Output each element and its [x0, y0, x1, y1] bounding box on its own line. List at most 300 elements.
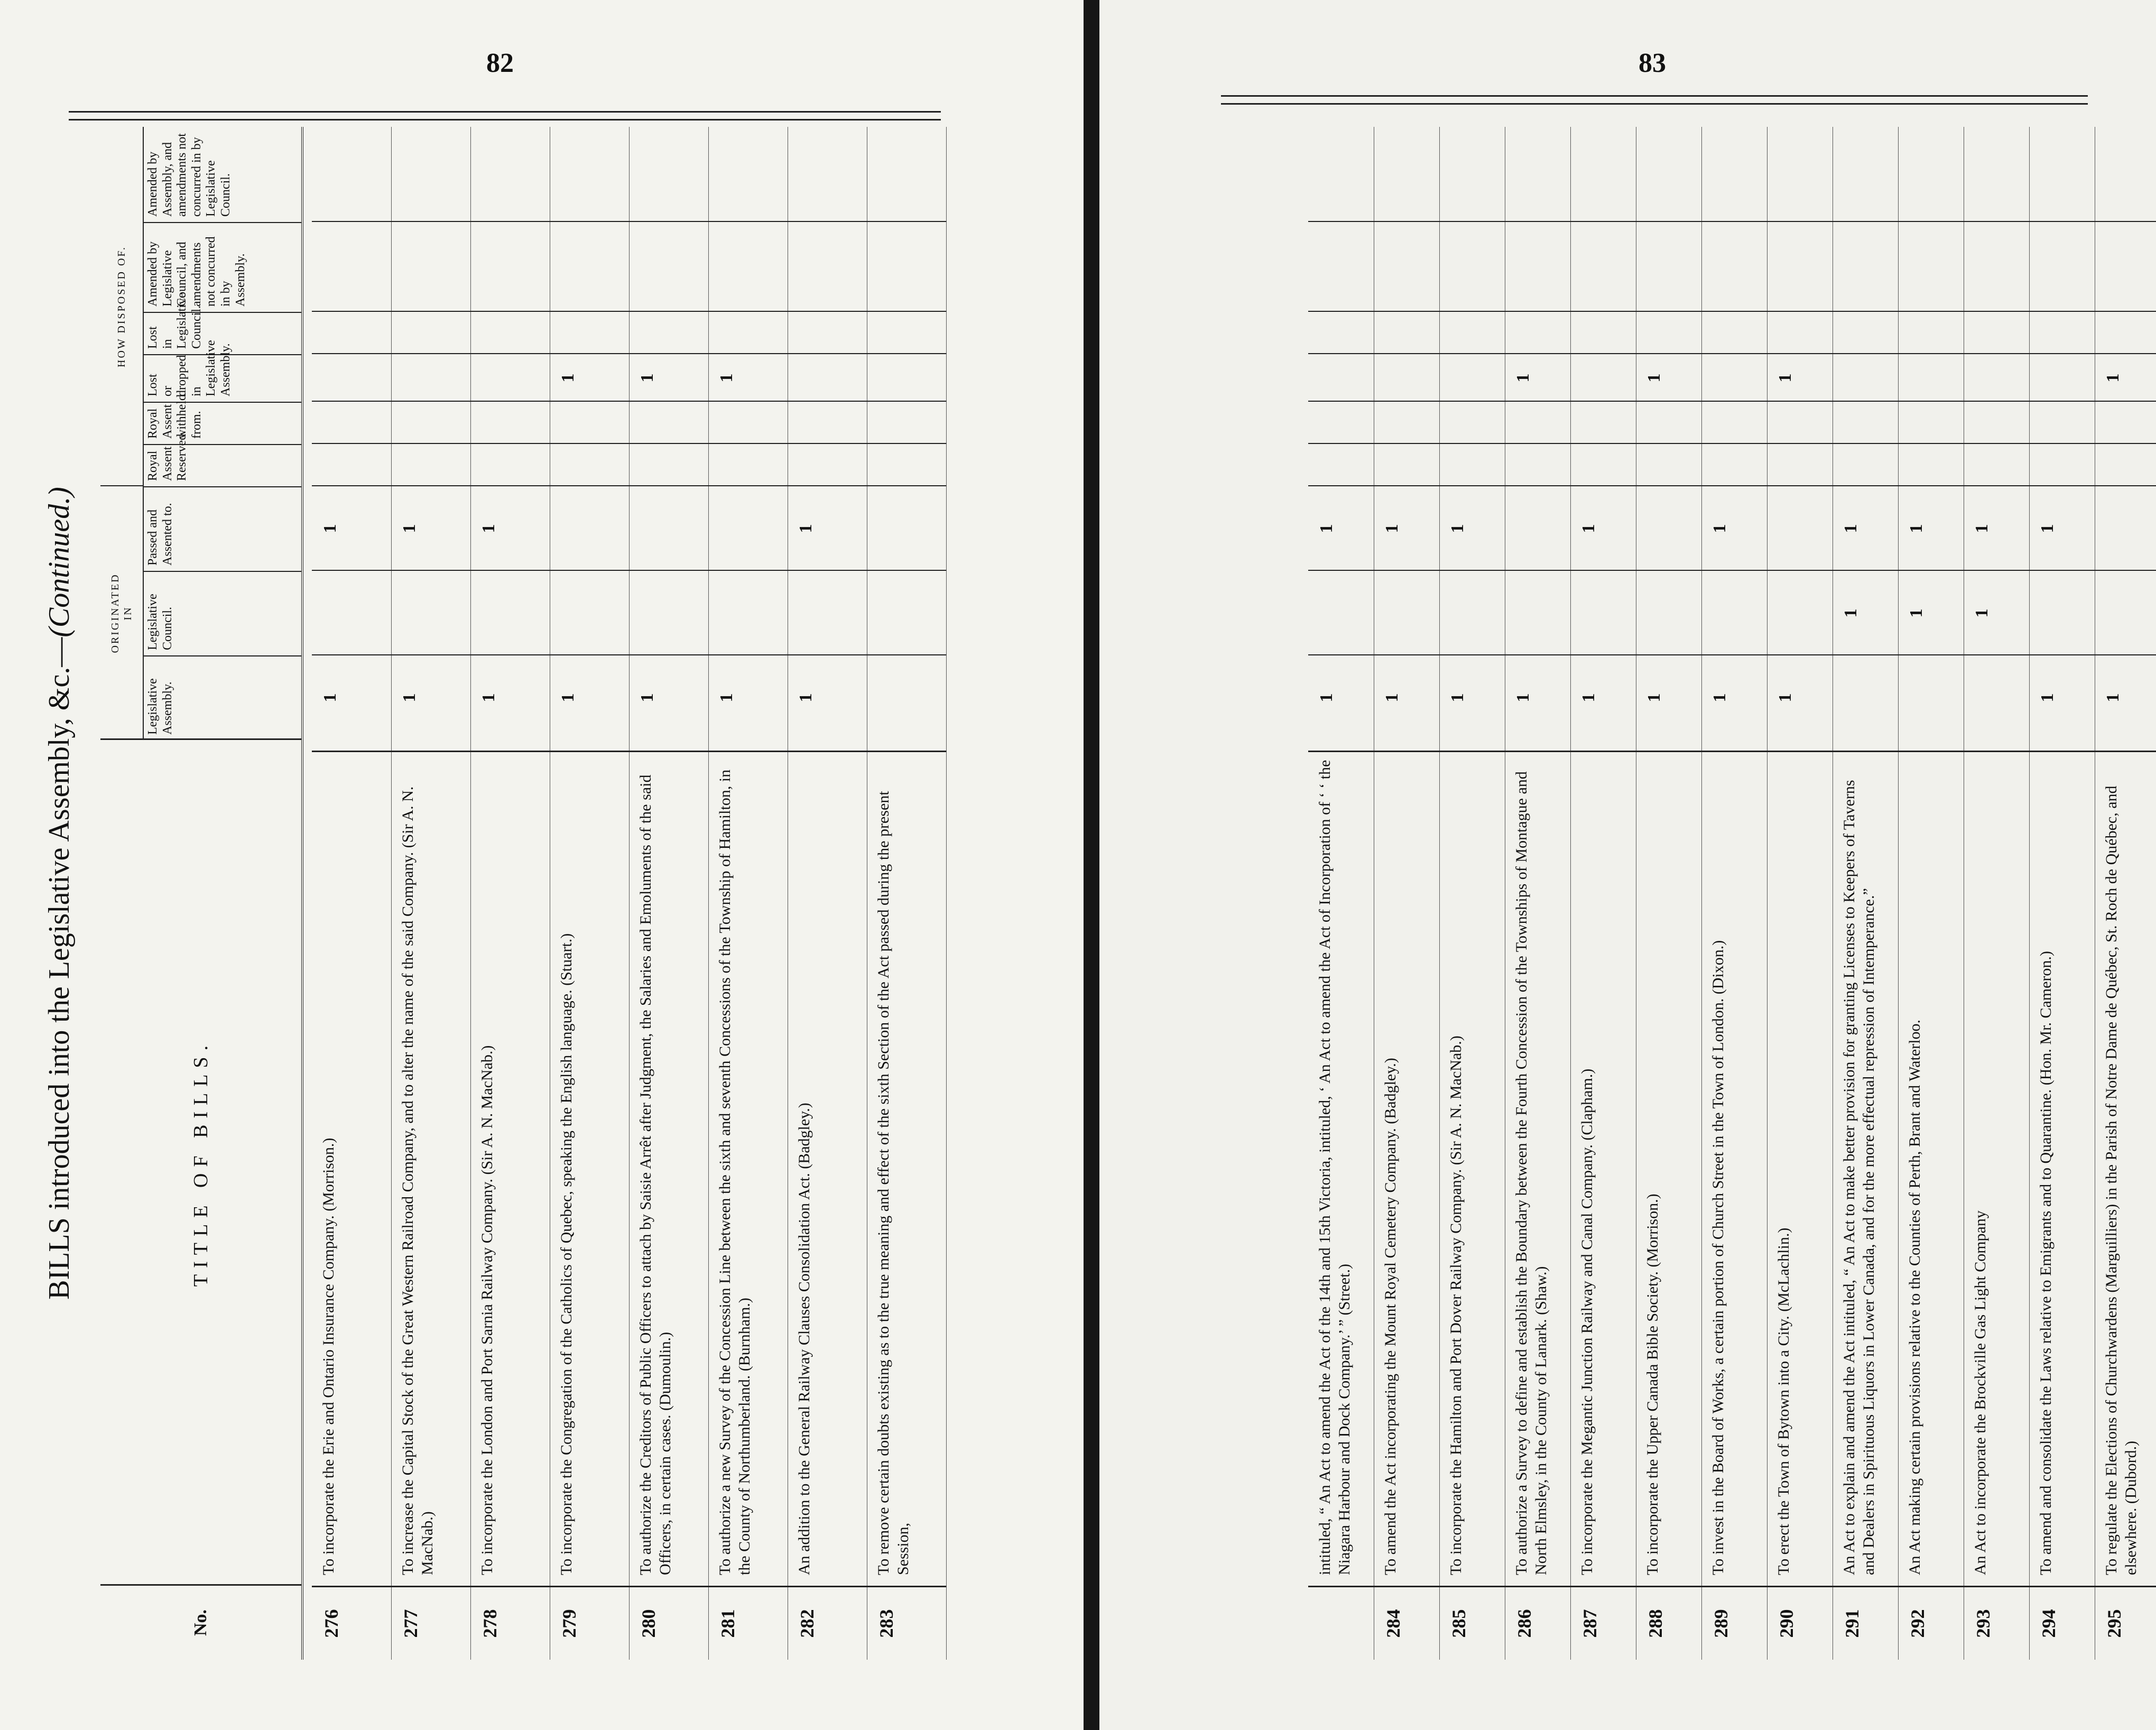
column-rule — [1833, 401, 1898, 402]
column-rule — [867, 485, 946, 486]
column-rule — [867, 654, 946, 655]
column-rule — [708, 485, 788, 486]
column-rule — [788, 485, 867, 486]
column-rule — [1833, 221, 1898, 222]
bill-title: To incorporate the Erie and Ontario Insurance Company. (Morrison.) — [312, 751, 391, 1580]
column-rule — [1505, 401, 1570, 402]
mark-legislative-council — [1505, 571, 1570, 655]
bill-title: To incorporate the Upper Canada Bible Society. (Morrison.) — [1636, 751, 1701, 1580]
column-rule — [788, 311, 867, 312]
column-rule — [1833, 311, 1898, 312]
column-rule — [1767, 353, 1833, 354]
bill-title: An addition to the General Railway Clauses Consolidation Act. (Badgley.) — [788, 751, 867, 1580]
column-rule — [1767, 401, 1833, 402]
mark-passed — [1505, 486, 1570, 571]
column-rule — [629, 654, 708, 655]
column-rule — [1767, 221, 1833, 222]
column-rule — [1570, 654, 1636, 655]
column-rule — [1964, 353, 2029, 354]
running-head: BILLS introduced into the Legislative Assembly, &c.—(Continued.) — [43, 487, 76, 1300]
column-rule — [550, 443, 629, 444]
column-rule — [1308, 401, 1374, 402]
header-col-lost-lc: Lost in Legislative Council. — [143, 312, 301, 354]
mark-passed: 1 — [796, 524, 816, 533]
mark-passed: 1 — [2038, 524, 2057, 533]
column-rule — [1570, 401, 1636, 402]
column-rule — [708, 570, 788, 571]
bill-number: 291 — [1833, 1586, 1898, 1660]
column-rule — [1374, 443, 1439, 444]
top-rule-right — [1221, 95, 2088, 105]
header-col-lost-la: Lost or dropped in Legislative Assembly. — [143, 354, 301, 402]
bill-number: 276 — [312, 1586, 391, 1660]
mark-legislative-assembly: 1 — [1710, 693, 1729, 702]
mark-lost-la — [867, 354, 946, 402]
bill-title: To authorize a Survey to define and establish the Boundary between the Fourth Concession of the Townships of Montague and North Elmsley, in the County of Lanark. (Shaw.) — [1505, 751, 1570, 1580]
mark-lost-la: 1 — [1644, 373, 1664, 383]
column-rule — [708, 311, 788, 312]
bill-number: 285 — [1439, 1586, 1505, 1660]
mark-lost-la: 1 — [558, 373, 578, 383]
column-rule — [2029, 443, 2095, 444]
mark-legislative-assembly — [1898, 655, 1964, 740]
mark-legislative-council — [470, 571, 550, 655]
bill-number: 288 — [1636, 1586, 1701, 1660]
column-rule — [629, 401, 708, 402]
table-row — [1898, 127, 1964, 1660]
column-rule — [1308, 353, 1374, 354]
mark-legislative-assembly: 1 — [400, 693, 419, 702]
column-rule — [470, 570, 550, 571]
header-col-amended-lc: Amended by Legislative Council, and amendments not concurred in by Assembly. — [143, 222, 301, 312]
column-rule — [867, 311, 946, 312]
mark-legislative-council — [2095, 571, 2156, 655]
table-row — [391, 127, 471, 1660]
column-rule — [1374, 353, 1439, 354]
column-rule — [1964, 311, 2029, 312]
header-col-passed: Passed and Assented to. — [143, 486, 301, 571]
column-rule — [1439, 443, 1505, 444]
column-rule — [550, 570, 629, 571]
header-col-la: Legislative Assembly. — [143, 655, 301, 740]
mark-passed: 1 — [1448, 524, 1467, 533]
bill-title: To incorporate the Hamilton and Port Dover Railway Company. (Sir A. N. MacNab.) — [1439, 751, 1505, 1580]
mark-lost-la — [1833, 354, 1898, 402]
column-rule — [708, 221, 788, 222]
mark-legislative-assembly: 1 — [1448, 693, 1467, 702]
bill-number: 287 — [1570, 1586, 1636, 1660]
column-rule — [2029, 401, 2095, 402]
column-rule — [312, 485, 391, 486]
table-row — [470, 127, 550, 1660]
header-originated: ORIGINATED IN — [100, 485, 144, 740]
column-rule — [2029, 485, 2095, 486]
bill-title: To regulate the Elections of Churchwardens (Marguilliers) in the Parish of Notre Dame de Québec, St. Roch de Québec, and elsewhere. (Dubord.) — [2095, 751, 2156, 1580]
column-rule — [1570, 485, 1636, 486]
column-rule — [1898, 443, 1964, 444]
column-rule — [1439, 654, 1505, 655]
table-row — [1505, 127, 1571, 1660]
column-rule — [1374, 654, 1439, 655]
mark-lost-la: 1 — [1513, 373, 1533, 383]
column-rule — [1308, 221, 1374, 222]
mark-legislative-assembly: 1 — [2038, 693, 2057, 702]
table-row — [708, 127, 788, 1660]
mark-legislative-assembly — [1964, 655, 2029, 740]
column-rule — [1374, 570, 1439, 571]
bill-number: 283 — [867, 1586, 946, 1660]
bill-title: An Act to explain and amend the Act intituled, “ An Act to make better provision for granting Licenses to Keepers of Taverns and Dealers in Spirituous Liquors in Lower Canada, and for the more effectual repression of Intemperance.” — [1833, 751, 1898, 1580]
column-rule — [1964, 570, 2029, 571]
mark-passed — [550, 486, 629, 571]
column-rule — [1636, 401, 1701, 402]
mark-legislative-council — [2029, 571, 2095, 655]
bill-title: To amend the Act incorporating the Mount Royal Cemetery Company. (Badgley.) — [1374, 751, 1439, 1580]
table-row — [1833, 127, 1899, 1660]
column-rule — [2095, 221, 2156, 222]
mark-passed: 1 — [1382, 524, 1402, 533]
column-rule — [1701, 654, 1767, 655]
column-rule — [1767, 570, 1833, 571]
table-row — [1570, 127, 1636, 1660]
mark-passed: 1 — [1907, 524, 1926, 533]
mark-lost-la — [1964, 354, 2029, 402]
bill-title: To authorize a new Survey of the Concession Line between the sixth and seventh Concessions of the Township of Hamilton, in the County of Northumberland. (Burnham.) — [708, 751, 788, 1580]
column-rule — [1505, 570, 1570, 571]
bill-number — [1308, 1586, 1374, 1660]
mark-passed: 1 — [479, 524, 498, 533]
mark-lost-la — [470, 354, 550, 402]
mark-lost-la — [788, 354, 867, 402]
column-rule — [1636, 353, 1701, 354]
column-rule — [2095, 485, 2156, 486]
column-rule — [629, 353, 708, 354]
mark-legislative-council: 1 — [1841, 608, 1861, 618]
column-rule — [1636, 485, 1701, 486]
column-rule — [1833, 654, 1898, 655]
column-rule — [312, 353, 391, 354]
column-rule — [391, 221, 470, 222]
table-row — [1374, 127, 1440, 1660]
table-row — [550, 127, 630, 1660]
column-rule — [708, 353, 788, 354]
column-rule — [1898, 353, 1964, 354]
mark-legislative-assembly: 1 — [1513, 693, 1533, 702]
column-rule — [1898, 221, 1964, 222]
mark-passed — [629, 486, 708, 571]
bill-title: To incorporate the Congregation of the Catholics of Quebec, speaking the English language. (Stuart.) — [550, 751, 629, 1580]
column-rule — [1505, 485, 1570, 486]
mark-legislative-assembly: 1 — [558, 693, 578, 702]
header-title: TITLE OF BILLS. — [100, 738, 301, 1586]
column-rule — [788, 443, 867, 444]
table-row — [312, 127, 392, 1660]
mark-legislative-council — [867, 571, 946, 655]
column-rule — [867, 570, 946, 571]
column-rule — [312, 654, 391, 655]
column-rule — [1374, 221, 1439, 222]
table-row — [1767, 127, 1833, 1660]
column-rule — [1767, 654, 1833, 655]
column-rule — [1308, 570, 1374, 571]
mark-lost-la: 1 — [1775, 373, 1795, 383]
column-rule — [2095, 353, 2156, 354]
bill-title: To increase the Capital Stock of the Great Western Railroad Company, and to alter the name of the said Company. (Sir A. N. MacNab.) — [391, 751, 470, 1580]
column-rule — [470, 443, 550, 444]
column-rule — [1701, 443, 1767, 444]
mark-passed — [867, 486, 946, 571]
mark-legislative-council — [391, 571, 470, 655]
mark-lost-la — [1308, 354, 1374, 402]
bill-title: To remove certain doubts existing as to the true meaning and effect of the sixth Section of the Act passed during the present Session, — [867, 751, 946, 1580]
column-rule — [2095, 654, 2156, 655]
column-rule — [391, 401, 470, 402]
column-rule — [1505, 221, 1570, 222]
column-rule — [867, 353, 946, 354]
bill-number: 281 — [708, 1586, 788, 1660]
column-rule — [1505, 311, 1570, 312]
table-row — [1964, 127, 2030, 1660]
mark-legislative-council — [1767, 571, 1833, 655]
bill-title: intituled, “ An Act to amend the Act of the 14th and 15th Victoria, intituled, ‘ An Act to amend the Act of Incorporation of ‘ ‘ the Niagara Harbour and Dock Company.’ ” (Street.) — [1308, 751, 1374, 1580]
column-rule — [867, 221, 946, 222]
column-rule — [1898, 485, 1964, 486]
column-rule — [788, 353, 867, 354]
column-rule — [2029, 311, 2095, 312]
column-rule — [1701, 401, 1767, 402]
bill-title: To incorporate the London and Port Sarnia Railway Company. (Sir A. N. MacNab.) — [470, 751, 550, 1580]
column-rule — [1439, 221, 1505, 222]
column-rule — [2029, 353, 2095, 354]
mark-legislative-council — [788, 571, 867, 655]
mark-passed: 1 — [1841, 524, 1861, 533]
table-row — [2029, 127, 2095, 1660]
mark-lost-la: 1 — [717, 373, 736, 383]
bill-title: To invest in the Board of Works, a certain portion of Church Street in the Town of London. (Dixon.) — [1701, 751, 1767, 1580]
column-rule — [1308, 654, 1374, 655]
column-rule — [629, 443, 708, 444]
bill-number: 289 — [1701, 1586, 1767, 1660]
column-rule — [1374, 311, 1439, 312]
column-rule — [1439, 485, 1505, 486]
bill-number: 277 — [391, 1586, 470, 1660]
mark-lost-la — [1439, 354, 1505, 402]
table-row — [1701, 127, 1768, 1660]
column-rule — [629, 311, 708, 312]
column-rule — [1898, 654, 1964, 655]
mark-lost-la — [312, 354, 391, 402]
column-rule — [470, 353, 550, 354]
column-rule — [1505, 443, 1570, 444]
bill-title: To authorize the Creditors of Public Officers to attach by Saisie Arrêt after Judgment, the Salaries and Emoluments of the said Officers, in certain cases. (Dumoulin.) — [629, 751, 708, 1580]
mark-legislative-assembly — [1833, 655, 1898, 740]
column-rule — [550, 353, 629, 354]
column-rule — [1439, 401, 1505, 402]
mark-legislative-assembly: 1 — [479, 693, 498, 702]
mark-legislative-assembly: 1 — [637, 693, 657, 702]
table-row — [629, 127, 709, 1660]
book-spine — [1084, 0, 1099, 1730]
column-rule — [470, 311, 550, 312]
header-col-lc: Legislative Council. — [143, 571, 301, 655]
column-rule — [2095, 311, 2156, 312]
bill-title: An Act to incorporate the Brockville Gas Light Company — [1964, 751, 2029, 1580]
column-rule — [1570, 443, 1636, 444]
column-rule — [312, 311, 391, 312]
page-number-left: 82 — [486, 48, 514, 78]
column-rule — [1898, 570, 1964, 571]
mark-legislative-council — [1701, 571, 1767, 655]
mark-lost-la — [1374, 354, 1439, 402]
bills-table-left — [43, 127, 957, 1660]
column-rule — [1898, 311, 1964, 312]
table-row — [867, 127, 947, 1660]
column-rule — [1701, 353, 1767, 354]
column-rule — [391, 311, 470, 312]
mark-legislative-council — [1374, 571, 1439, 655]
mark-legislative-assembly: 1 — [1644, 693, 1664, 702]
column-rule — [708, 443, 788, 444]
column-rule — [1439, 570, 1505, 571]
column-rule — [1636, 570, 1701, 571]
mark-legislative-council — [1439, 571, 1505, 655]
column-rule — [1964, 654, 2029, 655]
mark-legislative-council — [550, 571, 629, 655]
column-rule — [2029, 570, 2095, 571]
column-rule — [867, 401, 946, 402]
mark-legislative-assembly — [867, 655, 946, 740]
column-rule — [312, 443, 391, 444]
header-no: No. — [100, 1584, 301, 1660]
column-rule — [1636, 311, 1701, 312]
page-number-right: 83 — [1639, 48, 1666, 78]
header-disposed: HOW DISPOSED OF. — [100, 127, 144, 486]
bill-number: 279 — [550, 1586, 629, 1660]
mark-passed: 1 — [1579, 524, 1598, 533]
column-rule — [629, 485, 708, 486]
column-rule — [1636, 654, 1701, 655]
column-rule — [1701, 570, 1767, 571]
column-rule — [550, 485, 629, 486]
column-rule — [1701, 311, 1767, 312]
bill-number: 278 — [470, 1586, 550, 1660]
column-rule — [550, 401, 629, 402]
mark-passed — [1767, 486, 1833, 571]
column-rule — [550, 654, 629, 655]
column-rule — [788, 570, 867, 571]
column-rule — [1374, 485, 1439, 486]
mark-legislative-assembly: 1 — [2103, 693, 2123, 702]
column-rule — [470, 485, 550, 486]
mark-legislative-council — [708, 571, 788, 655]
bill-title: To amend and consolidate the Laws relative to Emigrants and to Quarantine. (Hon. Mr. Cameron.) — [2029, 751, 2095, 1580]
column-rule — [550, 221, 629, 222]
column-rule — [1636, 221, 1701, 222]
mark-legislative-council — [1636, 571, 1701, 655]
column-rule — [1439, 311, 1505, 312]
column-rule — [1833, 353, 1898, 354]
bill-number: 292 — [1898, 1586, 1964, 1660]
column-rule — [1767, 443, 1833, 444]
mark-lost-la — [391, 354, 470, 402]
mark-legislative-assembly: 1 — [1317, 693, 1336, 702]
column-rule — [1898, 401, 1964, 402]
column-rule — [1439, 353, 1505, 354]
mark-legislative-council: 1 — [1907, 608, 1926, 618]
column-rule — [1636, 443, 1701, 444]
mark-legislative-council — [1308, 571, 1374, 655]
column-rule — [391, 570, 470, 571]
mark-legislative-assembly: 1 — [1775, 693, 1795, 702]
header-col-amended-la: Amended by Assembly, and amendments not concurred in by Legislative Council. — [146, 133, 233, 217]
mark-legislative-council — [1570, 571, 1636, 655]
column-rule — [470, 654, 550, 655]
bills-table-right — [1213, 127, 2140, 1660]
mark-legislative-assembly: 1 — [796, 693, 816, 702]
bill-number: 295 — [2095, 1586, 2156, 1660]
column-rule — [708, 654, 788, 655]
mark-passed: 1 — [1317, 524, 1336, 533]
bill-number: 280 — [629, 1586, 708, 1660]
bill-number: 290 — [1767, 1586, 1833, 1660]
mark-legislative-council — [312, 571, 391, 655]
mark-legislative-assembly: 1 — [1382, 693, 1402, 702]
column-rule — [1505, 654, 1570, 655]
column-rule — [1374, 401, 1439, 402]
column-rule — [312, 221, 391, 222]
column-rule — [2029, 654, 2095, 655]
column-rule — [1833, 443, 1898, 444]
column-rule — [1964, 401, 2029, 402]
column-rule — [1701, 485, 1767, 486]
column-rule — [1701, 221, 1767, 222]
table-row — [788, 127, 867, 1660]
column-rule — [550, 311, 629, 312]
bill-number: 294 — [2029, 1586, 2095, 1660]
column-rule — [312, 570, 391, 571]
header-col-withheld: Royal Assent withheld from. — [143, 402, 301, 444]
bill-title: To erect the Town of Bytown into a City. (McLachlin.) — [1767, 751, 1833, 1580]
column-rule — [391, 353, 470, 354]
column-rule — [1964, 485, 2029, 486]
mark-lost-la — [2029, 354, 2095, 402]
column-rule — [708, 401, 788, 402]
mark-passed — [2095, 486, 2156, 571]
column-rule — [1964, 443, 2029, 444]
mark-legislative-council — [629, 571, 708, 655]
column-rule — [1767, 485, 1833, 486]
bill-number: 293 — [1964, 1586, 2029, 1660]
column-rule — [1308, 485, 1374, 486]
column-rule — [788, 221, 867, 222]
column-rule — [2029, 221, 2095, 222]
bill-number: 284 — [1374, 1586, 1439, 1660]
column-rule — [1570, 353, 1636, 354]
column-rule — [1308, 311, 1374, 312]
mark-legislative-assembly: 1 — [1579, 693, 1598, 702]
column-rule — [788, 654, 867, 655]
column-rule — [1570, 221, 1636, 222]
bill-title: To incorporate the Megantic Junction Railway and Canal Company. (Clapham.) — [1570, 751, 1636, 1580]
column-rule — [629, 570, 708, 571]
column-rule — [2095, 401, 2156, 402]
table-row — [1636, 127, 1702, 1660]
bill-title: An Act making certain provisions relative to the Counties of Perth, Brant and Waterloo. — [1898, 751, 1964, 1580]
column-rule — [1964, 221, 2029, 222]
column-rule — [1833, 570, 1898, 571]
mark-passed — [1636, 486, 1701, 571]
column-rule — [391, 485, 470, 486]
